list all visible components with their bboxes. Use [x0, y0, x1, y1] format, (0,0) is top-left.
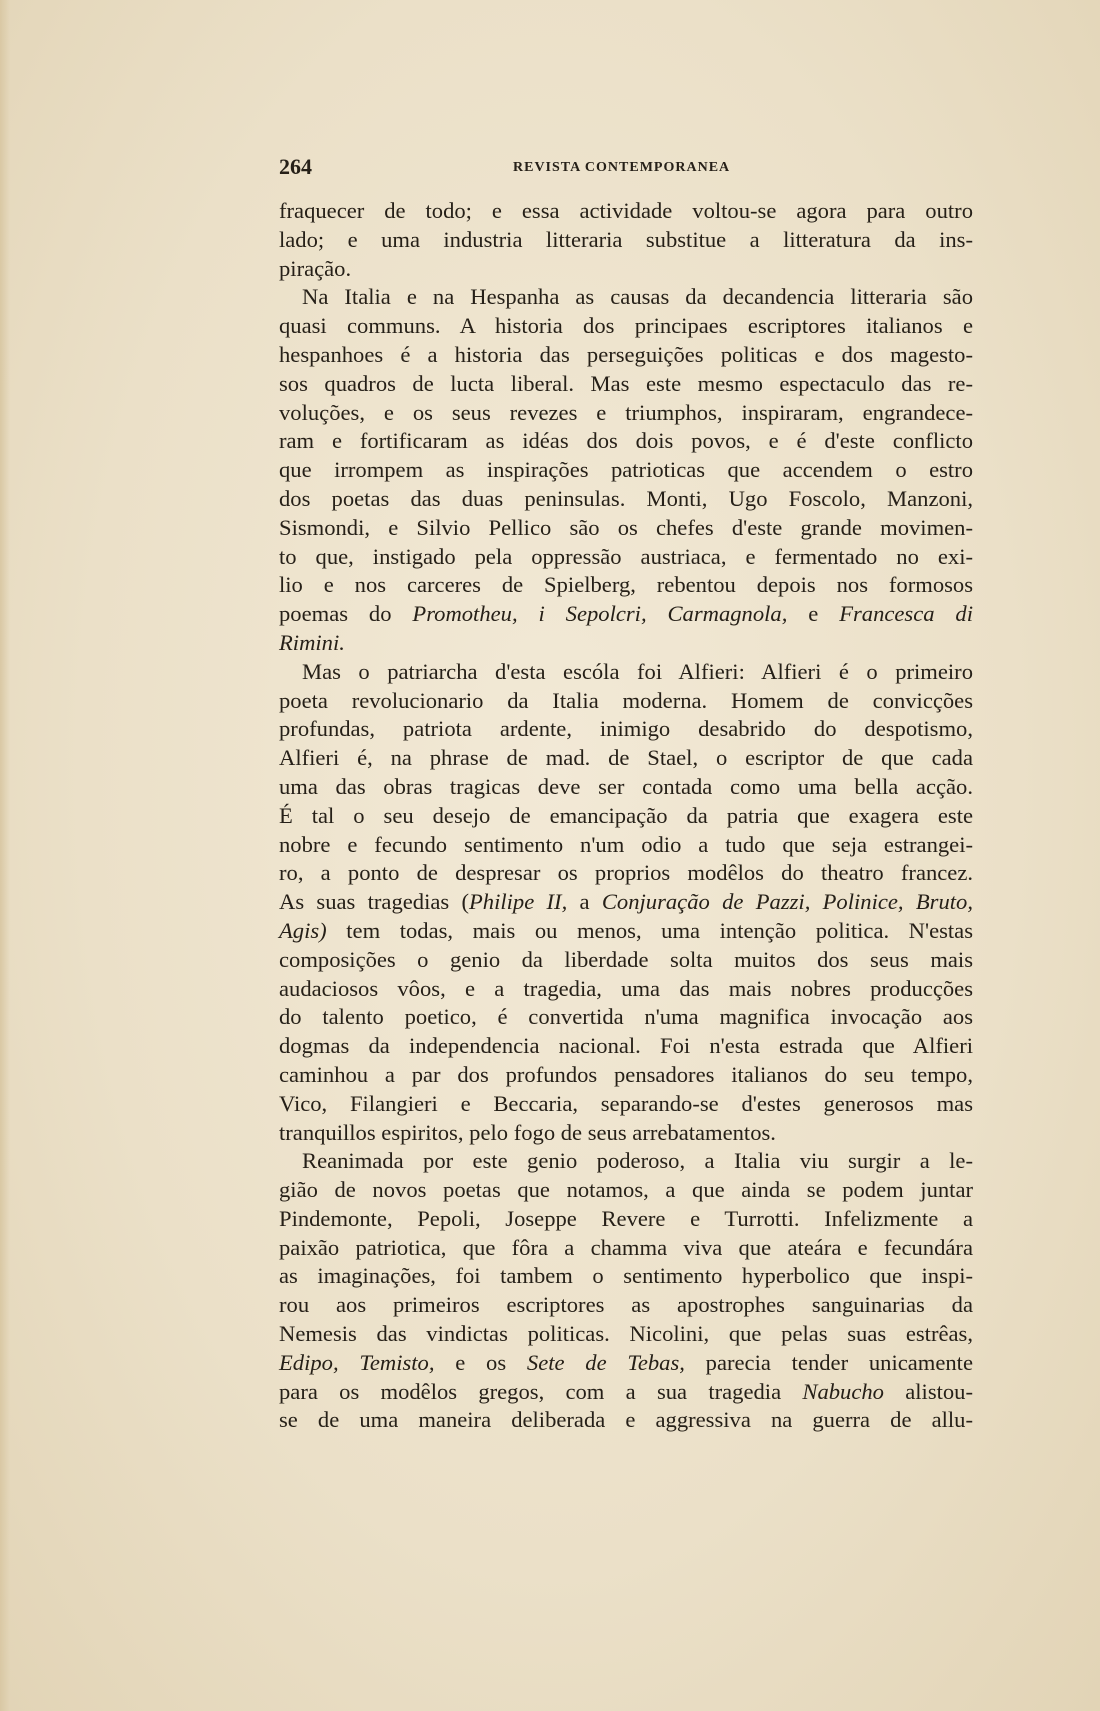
text-line: [279, 399, 973, 428]
text-run: caminhou a par dos profundos pensadores italianos do seu tempo,: [279, 1061, 973, 1087]
text-run: composições o genio da liberdade solta muitos dos seus mais: [279, 946, 973, 972]
text-run: paixão patriotica, que fôra a chamma viva que ateára e fecundára: [279, 1234, 973, 1260]
page-header: [279, 154, 989, 180]
body-text: [279, 197, 973, 1435]
running-title: REVISTA CONTEMPORANEA: [513, 160, 731, 175]
text-line: [279, 888, 973, 917]
italic-title: Promotheu, i Sepolcri, Carmagnola,: [412, 601, 788, 627]
text-run: rou aos primeiros escriptores as apostrophes sanguinarias da: [279, 1292, 973, 1318]
text-run: do talento poetico, é convertida n'uma magnifica invocação aos: [279, 1004, 973, 1030]
text-run: nobre e fecundo sentimento n'um odio a tudo que seja estrangei-: [279, 831, 973, 857]
text-line: [279, 975, 973, 1004]
text-line: [279, 1291, 973, 1320]
text-run: Alfieri é, na phrase de mad. de Stael, o escriptor de que cada: [279, 745, 973, 771]
text-run: se de uma maneira deliberada e aggressiva na guerra de allu-: [279, 1407, 973, 1433]
text-run: poemas do: [279, 601, 413, 627]
text-line: [279, 1349, 973, 1378]
text-run: dos poetas das duas peninsulas. Monti, Ugo Foscolo, Manzoni,: [279, 485, 973, 511]
text-run: É tal o seu desejo de emancipação da patria que exagera este: [279, 802, 973, 828]
text-line: [279, 1378, 973, 1407]
text-run: Na Italia e na Hespanha as causas da decandencia litteraria são: [302, 284, 973, 310]
text-line: [279, 831, 973, 860]
text-line: [279, 226, 973, 255]
text-line: [279, 715, 973, 744]
italic-title: Edipo, Temisto,: [279, 1349, 435, 1375]
text-line: [279, 1119, 973, 1148]
italic-title: Sete de Tebas,: [526, 1349, 685, 1375]
text-line: [279, 283, 973, 312]
text-line: [279, 1176, 973, 1205]
text-run: sos quadros de lucta liberal. Mas este mesmo espectaculo das re-: [279, 370, 973, 396]
text-run: hespanhoes é a historia das perseguições politicas e dos magesto-: [279, 341, 973, 367]
text-run: para os modêlos gregos, com a sua tragedia: [279, 1378, 803, 1404]
text-line: [279, 1205, 973, 1234]
italic-title: Philipe II,: [468, 889, 568, 915]
text-line: [279, 773, 973, 802]
text-line: [279, 456, 973, 485]
text-line: [279, 571, 973, 600]
text-line: [279, 687, 973, 716]
italic-title: Francesca di: [839, 601, 974, 627]
text-line: [279, 744, 973, 773]
text-run: tem todas, mais ou menos, uma intenção politica. N'estas: [326, 917, 973, 943]
text-line: [279, 802, 973, 831]
text-line: [279, 859, 973, 888]
text-line: [279, 255, 973, 284]
text-line: [279, 946, 973, 975]
text-run: e: [787, 601, 840, 627]
text-line: [279, 341, 973, 370]
text-run: As suas tragedias (: [279, 889, 469, 915]
text-run: poeta revolucionario da Italia moderna. Homem de convicções: [279, 687, 973, 713]
text-line: [279, 1061, 973, 1090]
text-run: lado; e uma industria litteraria substitue a litteratura da ins-: [279, 226, 973, 252]
text-line: [279, 485, 973, 514]
text-run: Pindemonte, Pepoli, Joseppe Revere e Turrotti. Infelizmente a: [279, 1205, 973, 1231]
text-run: lio e nos carceres de Spielberg, rebentou depois nos formosos: [279, 572, 973, 598]
text-line: [279, 312, 973, 341]
text-run: gião de novos poetas que notamos, a que ainda se podem juntar: [279, 1177, 973, 1203]
text-line: [279, 197, 973, 226]
text-run: parecia tender unicamente: [684, 1349, 973, 1375]
text-run: as imaginações, foi tambem o sentimento hyperbolico que inspi-: [279, 1263, 973, 1289]
text-run: dogmas da independencia nacional. Foi n'esta estrada que Alfieri: [279, 1033, 973, 1059]
text-line: [279, 514, 973, 543]
text-run: que irrompem as inspirações patrioticas que accendem o estro: [279, 457, 973, 483]
text-run: uma das obras tragicas deve ser contada como uma bella acção.: [279, 773, 973, 799]
text-line: [279, 1320, 973, 1349]
text-run: alistou-: [883, 1378, 974, 1404]
text-line: [279, 917, 973, 946]
text-run: e os: [434, 1349, 527, 1375]
page-edge-shadow: [0, 0, 10, 1711]
text-run: tranquillos espiritos, pelo fogo de seus arrebatamentos.: [279, 1119, 776, 1145]
italic-title: Rimini.: [279, 629, 345, 655]
text-line: [279, 427, 973, 456]
text-run: Nemesis das vindictas politicas. Nicolini, que pelas suas estrêas,: [279, 1321, 973, 1347]
text-line: [279, 1147, 973, 1176]
text-line: [279, 543, 973, 572]
text-run: audaciosos vôos, e a tragedia, uma das mais nobres producções: [279, 975, 973, 1001]
text-line: [279, 600, 973, 629]
text-line: [279, 370, 973, 399]
text-run: a: [567, 889, 602, 915]
text-line: [279, 1406, 973, 1435]
text-run: Reanimada por este genio poderoso, a Italia viu surgir a le-: [302, 1148, 973, 1174]
text-line: [279, 1234, 973, 1263]
text-run: profundas, patriota ardente, inimigo desabrido do despotismo,: [279, 716, 973, 742]
text-run: voluções, e os seus revezes e triumphos, inspiraram, engrandece-: [279, 399, 973, 425]
text-run: quasi communs. A historia dos principaes escriptores italianos e: [279, 313, 973, 339]
text-run: Sismondi, e Silvio Pellico são os chefes d'este grande movimen-: [279, 514, 973, 540]
italic-title: Conjuração de Pazzi, Polinice, Bruto,: [601, 889, 973, 915]
italic-title: Agis): [279, 917, 327, 943]
text-line: [279, 1032, 973, 1061]
text-line: [279, 658, 973, 687]
text-run: ram e fortificaram as idéas dos dois povos, e é d'este conflicto: [279, 428, 973, 454]
text-line: [279, 1003, 973, 1032]
page-number: 264: [279, 154, 312, 179]
text-line: [279, 1090, 973, 1119]
text-run: Vico, Filangieri e Beccaria, separando-se d'estes generosos mas: [279, 1090, 973, 1116]
text-run: piração.: [279, 255, 352, 281]
italic-title: Nabucho: [802, 1378, 884, 1404]
text-run: to que, instigado pela oppressão austriaca, e fermentado no exi-: [279, 543, 973, 569]
text-run: fraquecer de todo; e essa actividade voltou-se agora para outro: [279, 198, 973, 223]
text-run: ro, a ponto de despresar os proprios modêlos do theatro francez.: [279, 860, 973, 886]
text-line: [279, 1262, 973, 1291]
text-line: [279, 629, 973, 658]
text-run: Mas o patriarcha d'esta escóla foi Alfieri: Alfieri é o primeiro: [302, 658, 973, 684]
